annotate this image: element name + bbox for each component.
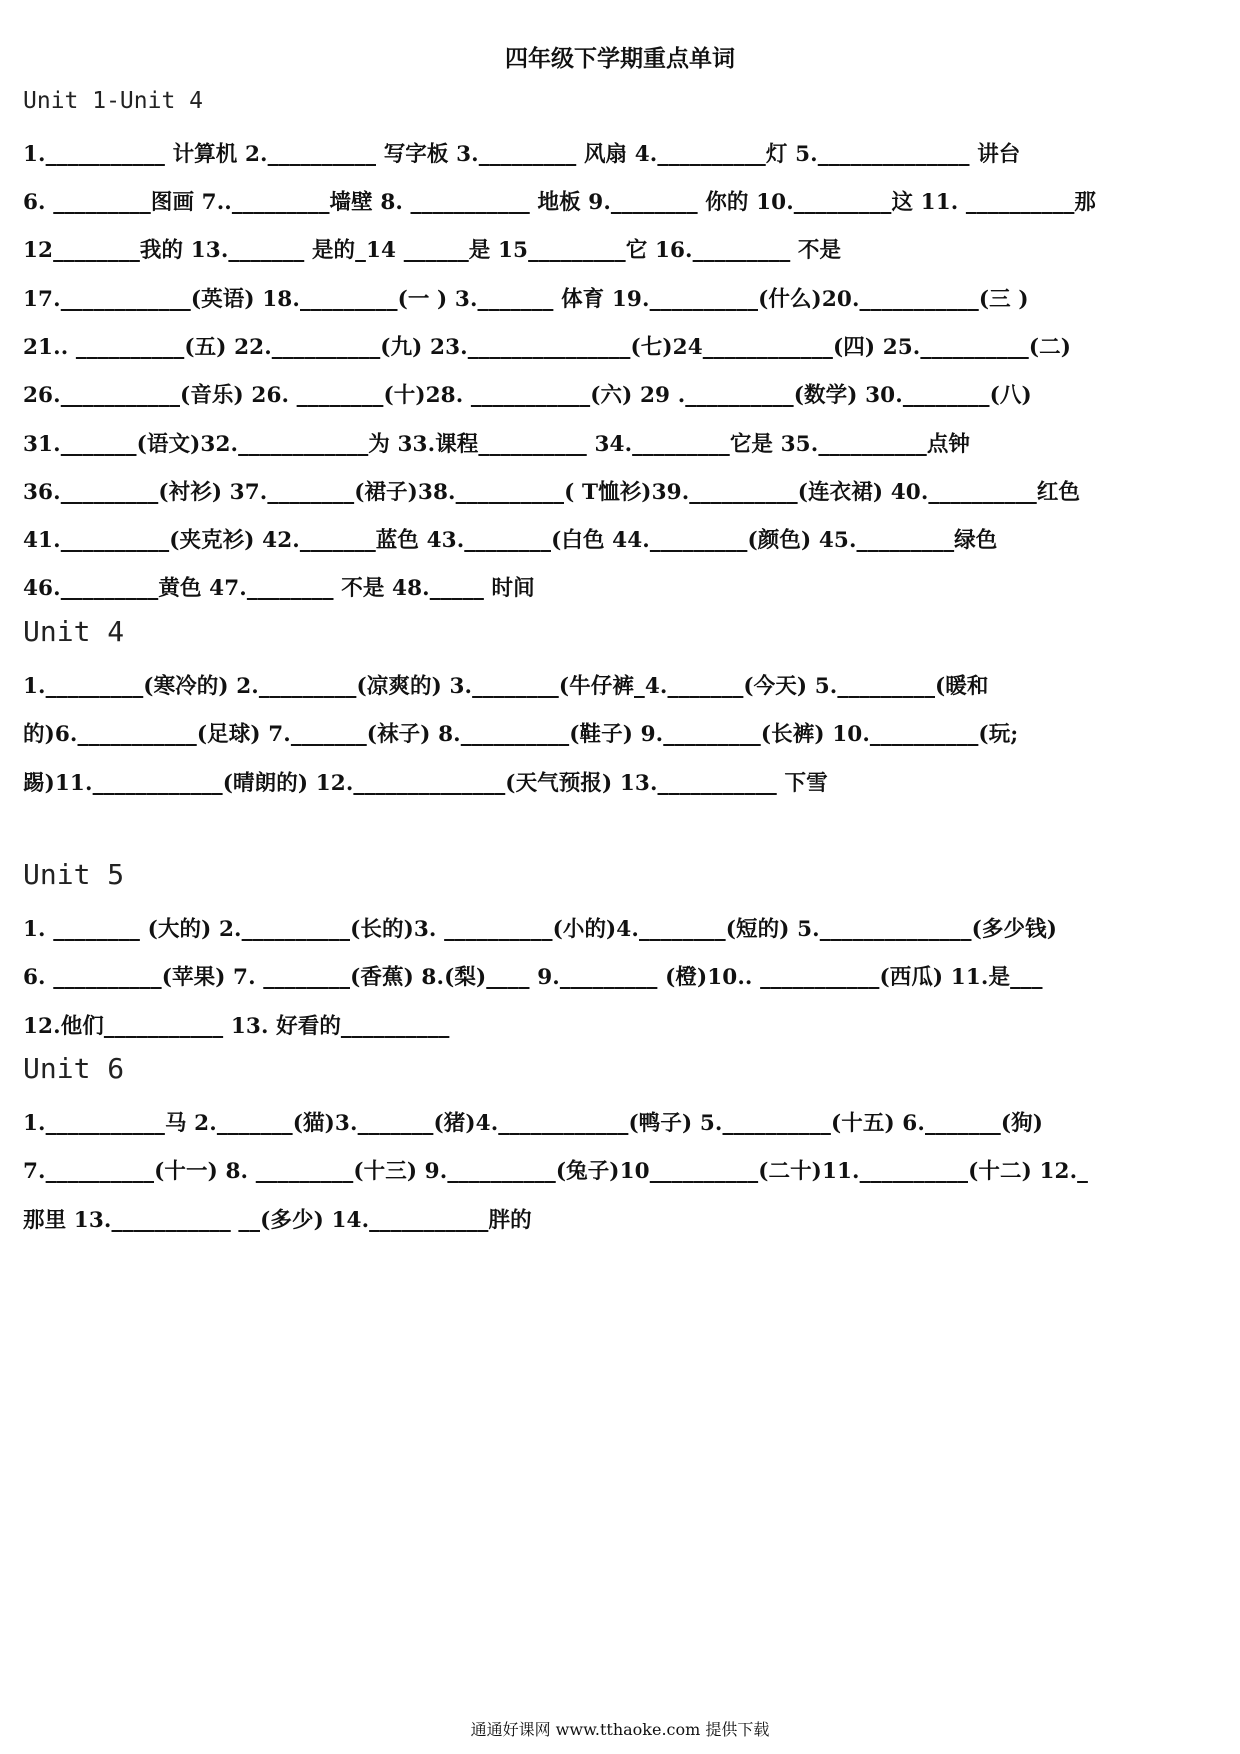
vocab-line: 12________我的 13._______ 是的_14 ______是 15_________它 16._________ 不是	[23, 238, 842, 263]
vocab-line: 6. __________(苹果) 7. ________(香蕉) 8.(梨)____ 9._________ (橙)10.. ___________(西瓜) 11.是___	[23, 965, 1043, 990]
section-heading-unit-6: Unit 6	[23, 1052, 125, 1085]
vocab-line: 1. ________ (大的) 2.__________(长的)3. __________(小的)4.________(短的) 5.______________(多少钱)	[23, 917, 1057, 942]
page-title: 四年级下学期重点单词	[505, 46, 735, 72]
page-footer: 通通好课网 www.tthaoke.com 提供下载	[470, 1720, 770, 1739]
vocab-line: 1.___________ 计算机 2.__________ 写字板 3._________ 风扇 4.__________灯 5.______________ 讲台	[23, 142, 1021, 167]
vocab-line: 6. _________图画 7.._________墙壁 8. ___________ 地板 9.________ 你的 10._________这 11. __________那	[23, 190, 1097, 215]
vocab-line: 21.. __________(五) 22.__________(九) 23._______________(七)24____________(四) 25.__________(二)	[23, 335, 1072, 360]
vocab-line: 41.__________(夹克衫) 42._______蓝色 43.________(白色 44._________(颜色) 45._________绿色	[23, 528, 998, 553]
section-heading-unit-1-4: Unit 1-Unit 4	[23, 88, 204, 114]
vocab-line: 12.他们___________ 13. 好看的__________	[23, 1014, 450, 1039]
vocab-line: 踢)11.____________(晴朗的) 12.______________(天气预报) 13.___________ 下雪	[23, 771, 828, 796]
vocab-line: 那里 13.___________ __(多少) 14.___________胖的	[23, 1208, 532, 1233]
section-heading-unit-5: Unit 5	[23, 858, 125, 891]
vocab-line: 1.___________马 2._______(猫)3._______(猪)4.____________(鸭子) 5.__________(十五) 6._______(狗)	[23, 1111, 1044, 1136]
section-heading-unit-4: Unit 4	[23, 615, 125, 648]
vocab-line: 46._________黄色 47.________ 不是 48._____ 时间	[23, 576, 535, 601]
vocab-line: 36._________(衬衫) 37.________(裙子)38.__________( T恤衫)39.__________(连衣裙) 40.__________红色	[23, 480, 1081, 505]
vocab-line: 17.____________(英语) 18._________(一 ) 3._______ 体育 19.__________(什么)20.___________(三 )	[23, 287, 1029, 312]
vocab-line: 31._______(语文)32.____________为 33.课程__________ 34._________它是 35.__________点钟	[23, 432, 971, 457]
vocab-line: 的)6.___________(足球) 7._______(袜子) 8.__________(鞋子) 9._________(长裤) 10.__________(玩;	[23, 722, 1019, 747]
vocab-line: 7.__________(十一) 8. _________(十三) 9.__________(兔子)10__________(二十)11.__________(十二) 12._	[23, 1159, 1089, 1184]
vocab-line: 26.___________(音乐) 26. ________(十)28. ___________(六) 29 .__________(数学) 30.________(八)	[23, 383, 1032, 408]
vocab-line: 1._________(寒冷的) 2._________(凉爽的) 3.________(牛仔裤_4._______(今天) 5._________(暖和	[23, 674, 989, 699]
